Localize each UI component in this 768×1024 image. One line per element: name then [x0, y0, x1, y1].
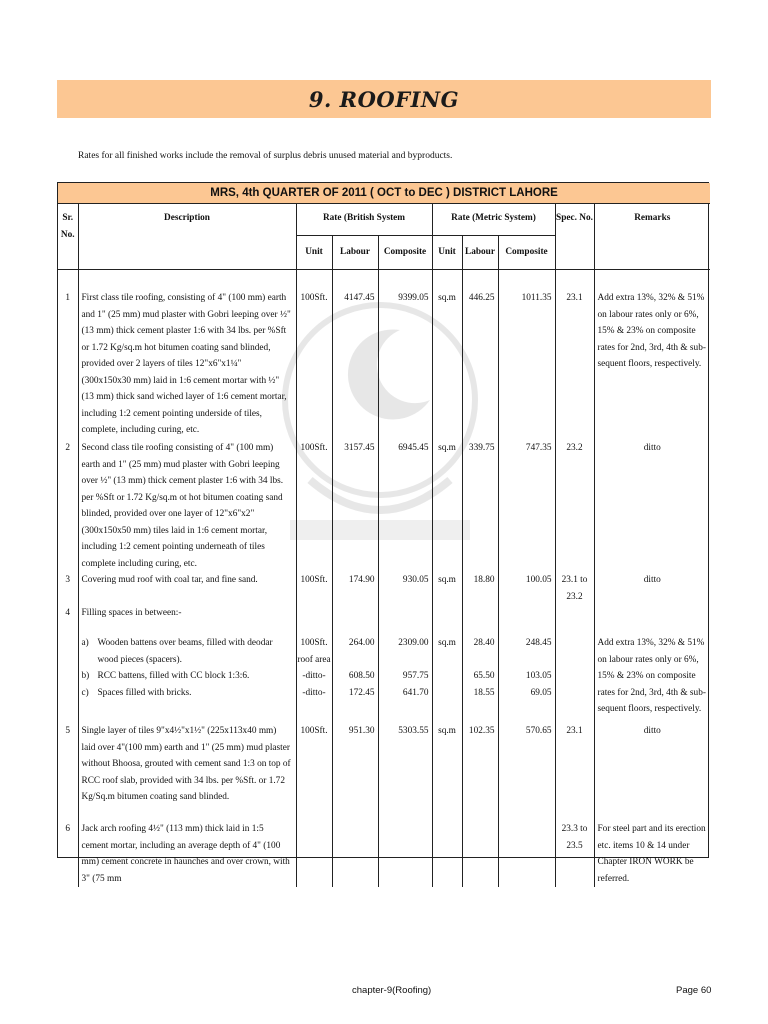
row-labour-metric: 446.25: [462, 290, 498, 440]
row-labour: 951.30: [332, 723, 378, 821]
chapter-title: 9. ROOFING: [308, 86, 460, 112]
row-unit-metric: sq.m: [432, 290, 462, 440]
sub-composite: 2309.00: [398, 638, 429, 648]
sub-unit-metric: Unit: [432, 236, 462, 270]
sub-labour: 264.00: [348, 638, 375, 648]
sub-composite-metric: 248.45: [525, 638, 552, 648]
row-composite: 5303.55: [378, 723, 432, 821]
sub-composite-metric: 103.05: [525, 671, 552, 681]
row-sr: 6: [65, 824, 71, 834]
intro-note: Rates for all finished works include the removal of surplus debris unused material and byproducts.: [78, 151, 453, 161]
row-labour: 174.90: [332, 572, 378, 605]
row-labour-metric: 102.35: [462, 723, 498, 821]
col-description: Description: [78, 204, 296, 270]
sub-item: [82, 635, 292, 668]
sub-labour-metric: 18.55: [473, 687, 495, 698]
row-labour-metric: 339.75: [462, 440, 498, 572]
row-spec: 23.1: [555, 723, 594, 821]
table-row: [58, 635, 710, 723]
sub-composite: 957.75: [402, 671, 429, 681]
row-unit: 100Sft.: [296, 440, 332, 572]
table-row: [58, 290, 710, 440]
col-rate-metric: Rate (Metric System): [432, 204, 555, 236]
sub-labour: 172.45: [348, 687, 375, 698]
col-rate-british: Rate (British System: [296, 204, 432, 236]
sub-item-text: Spaces filled with bricks.: [97, 687, 192, 698]
table-row: [58, 723, 710, 821]
table-row: [58, 821, 710, 887]
sub-labour: 608.50: [348, 671, 375, 681]
row-description: Single layer of tiles 9"x4½"x1½" (225x113x40 mm) laid over 4"(100 mm) earth and 1" (25 mm) mud plaster without Bhoosa, grouted with cement sand 1:3 on top of RCC roof slab, provided with 34 lbs. per %Sft. or 1.72 Kg/Sq.m bitumen coating sand blinded.: [78, 723, 296, 821]
row-composite: 9399.05: [378, 290, 432, 440]
row-remarks: ditto: [594, 440, 710, 572]
sub-composite: Composite: [378, 236, 432, 270]
row-sr: 4: [65, 608, 71, 618]
sub-unit: -ditto-: [302, 687, 326, 698]
row-sr: 1: [65, 293, 71, 303]
footer-page-number: Page 60: [676, 985, 712, 996]
col-spec: Spec. No.: [555, 204, 594, 270]
sub-item: [82, 668, 292, 685]
row-sr: 2: [65, 443, 71, 453]
row-labour: 3157.45: [332, 440, 378, 572]
sub-unit: 100Sft. roof area: [297, 638, 331, 665]
row-description: Filling spaces in between:-: [78, 605, 296, 635]
sub-item-letter: b): [81, 671, 90, 681]
table-row: [58, 605, 710, 635]
row-composite-metric: 100.05: [498, 572, 555, 605]
row-composite-metric: 1011.35: [498, 290, 555, 440]
footer-chapter: chapter-9(Roofing): [352, 985, 432, 996]
row-unit: 100Sft.: [296, 723, 332, 821]
row-remarks: Add extra 13%, 32% & 51% on labour rates only or 6%, 15% & 23% on composite rates for 2nd, 3rd, 4th & sub- sequent floors, respectively.: [594, 290, 710, 440]
row-spec: 23.2: [555, 440, 594, 572]
sub-unit: -ditto-: [302, 671, 326, 681]
rates-table: [57, 182, 709, 884]
row-composite: 930.05: [378, 572, 432, 605]
row-composite: 6945.45: [378, 440, 432, 572]
table-row: [58, 440, 710, 572]
row-composite-metric: 747.35: [498, 440, 555, 572]
sub-unit-metric: sq.m: [438, 638, 456, 648]
sub-unit: Unit: [296, 236, 332, 270]
row-labour-metric: 18.80: [462, 572, 498, 605]
col-sr: Sr. No.: [58, 204, 78, 270]
row-description: Jack arch roofing 4½" (113 mm) thick laid in 1:5 cement mortar, including an average depth of 4" (100 mm) cement concrete in haunches and over crown, with 3" (75 mm: [78, 821, 296, 887]
chapter-banner: [57, 80, 711, 118]
sub-labour-metric: 28.40: [473, 638, 495, 648]
sub-composite-metric: Composite: [498, 236, 555, 270]
row-spec: 23.3 to 23.5: [555, 821, 594, 887]
sub-item-text: RCC battens, filled with CC block 1:3:6.: [97, 671, 250, 681]
row-composite-metric: 570.65: [498, 723, 555, 821]
row-unit-metric: sq.m: [432, 572, 462, 605]
sub-item-letter: c): [81, 687, 89, 698]
row-unit: 100Sft.: [296, 290, 332, 440]
row-remarks: ditto: [594, 723, 710, 821]
sub-labour-metric: 65.50: [473, 671, 495, 681]
row-sr: 3: [65, 575, 71, 585]
row-description: First class tile roofing, consisting of 4" (100 mm) earth and 1" (25 mm) mud plaster with Gobri leeping over ½" (13 mm) thick cement plaster 1:6 with 34 lbs. per %Sft or 1.72 Kg/sq.m hot bitumen coating sand blinded, provided over 2 layers of tiles 12"x6"x1¼" (300x150x30 mm) laid in 1:6 cement mortar with ½" (13 mm) thick sand wiched layer of 1:6 cement mortar, including 1:2 cement pointing underside of tiles, complete, including curing, etc.: [78, 290, 296, 440]
table-band-title: MRS, 4th QUARTER OF 2011 ( OCT to DEC ) DISTRICT LAHORE: [58, 183, 710, 204]
row-remarks: Add extra 13%, 32% & 51% on labour rates only or 6%, 15% & 23% on composite rates for 2nd, 3rd, 4th & sub- sequent floors, respectively.: [594, 635, 710, 723]
row-spec: 23.1: [555, 290, 594, 440]
sub-labour-metric: Labour: [462, 236, 498, 270]
sub-item-text: Wooden battens over beams, filled with deodar wood pieces (spacers).: [97, 638, 273, 665]
row-unit-metric: sq.m: [432, 440, 462, 572]
row-labour: 4147.45: [332, 290, 378, 440]
table-row: [58, 572, 710, 605]
sub-composite: 641.70: [402, 687, 429, 698]
row-remarks: For steel part and its erection etc. items 10 & 14 under Chapter IRON WORK be referred.: [594, 821, 710, 887]
row-description: Covering mud roof with coal tar, and fine sand.: [78, 572, 296, 605]
sub-item-letter: a): [81, 638, 89, 648]
row-remarks: ditto: [594, 572, 710, 605]
row-description: Second class tile roofing consisting of 4" (100 mm) earth and 1" (25 mm) mud plaster with Gobri leeping over ½" (13 mm) thick cement plaster 1:6 with 34 lbs. per %Sft or 1.72 Kg/sq.m ot hot bitumen coating sand blinded, provided over one layer of 12"x6"x2" (300x150x50 mm) tiles laid in 1:6 cement mortar, including 1:2 cement pointing underneath of tiles complete including curing, etc.: [78, 440, 296, 572]
row-spec: 23.1 to 23.2: [555, 572, 594, 605]
sub-item: [82, 685, 292, 702]
col-remarks: Remarks: [594, 204, 710, 270]
row-unit-metric: sq.m: [432, 723, 462, 821]
sub-labour: Labour: [332, 236, 378, 270]
row-sr: 5: [65, 726, 71, 736]
sub-composite-metric: 69.05: [530, 687, 552, 698]
row-unit: 100Sft.: [296, 572, 332, 605]
